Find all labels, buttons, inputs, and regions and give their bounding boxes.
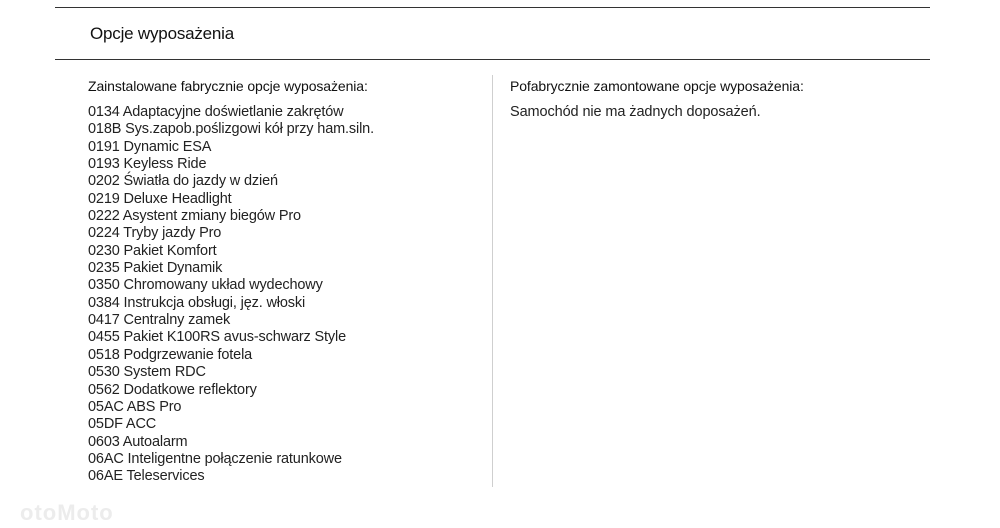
option-item: 0134 Adaptacyjne doświetlanie zakrętów	[88, 104, 344, 120]
title-divider	[55, 59, 930, 60]
option-item: 0191 Dynamic ESA	[88, 138, 212, 155]
top-divider	[55, 7, 930, 8]
option-item: 0222 Asystent zmiany biegów Pro	[88, 208, 301, 225]
option-item: 0193 Keyless Ride	[88, 156, 207, 173]
aftermarket-options-text: Samochód nie ma żadnych doposażeń.	[510, 104, 761, 120]
option-item: 0219 Deluxe Headlight	[88, 190, 232, 207]
watermark-logo: otoMoto	[20, 500, 114, 525]
option-item: 0417 Centralny zamek	[88, 312, 231, 329]
option-item: 05DF ACC	[88, 416, 157, 433]
option-item: 0603 Autoalarm	[88, 433, 188, 450]
option-item: 0562 Dodatkowe reflektory	[88, 381, 257, 398]
option-item: 0235 Pakiet Dynamik	[88, 260, 223, 277]
option-item: 0224 Tryby jazdy Pro	[88, 225, 222, 242]
option-item: 0230 Pakiet Komfort	[88, 242, 217, 259]
aftermarket-options-heading: Pofabrycznie zamontowane opcje wyposażenia:	[510, 78, 804, 94]
option-item: 0202 Światła do jazdy w dzień	[88, 173, 278, 190]
aftermarket-options-column	[510, 77, 930, 121]
option-item: 06AC Inteligentne połączenie ratunkowe	[88, 450, 342, 467]
section-title: Opcje wyposażenia	[90, 24, 235, 43]
option-item: 018B Sys.zapob.poślizgowi kół przy ham.siln.	[88, 121, 374, 138]
column-divider	[492, 75, 493, 487]
factory-options-heading: Zainstalowane fabrycznie opcje wyposażenia:	[88, 78, 368, 94]
factory-options-list	[88, 104, 483, 486]
option-item: 0350 Chromowany układ wydechowy	[88, 277, 323, 294]
option-item: 06AE Teleservices	[88, 468, 205, 485]
option-item: 05AC ABS Pro	[88, 398, 182, 415]
option-item: 0518 Podgrzewanie fotela	[88, 346, 253, 363]
factory-options-column	[88, 77, 483, 486]
option-item: 0384 Instrukcja obsługi, jęz. włoski	[88, 294, 306, 311]
option-item: 0455 Pakiet K100RS avus-schwarz Style	[88, 329, 346, 346]
option-item: 0530 System RDC	[88, 364, 206, 381]
